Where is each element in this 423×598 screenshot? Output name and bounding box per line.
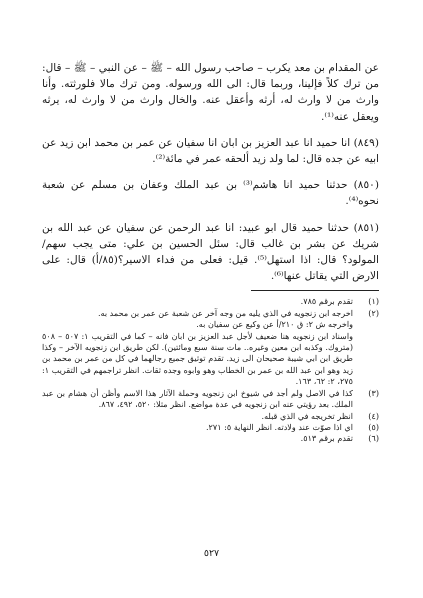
footnote-2-note: [42, 331, 379, 388]
footnote-number: (٢): [368, 307, 379, 318]
footnote-divider: [251, 290, 379, 291]
footnote-number: (١): [368, 296, 379, 307]
main-text: [42, 60, 379, 284]
footnote-1: [42, 296, 379, 307]
footnote-text: تقدم برقم ٥١٣.: [300, 433, 353, 444]
footnote-text: اخرجه ابن زنجويه في الذي يليه من وجه آخر عن شعبة عن عمر بن محمد به.: [97, 307, 353, 318]
footnote-number: (٦): [368, 433, 379, 444]
footnote-text: كذا في الاصل ولم أجد في شيوخ ابن زنجويه وحملة الآثار هذا الاسم وأظن أن هشام بن عبد الملك. بعد رؤيتي عنه ابن زنجويه في عدة مواضع. انظر مثلا: ٥٢٠، ٤٩٢، ٨٦٧.: [42, 387, 353, 410]
footnote-number: (٣): [368, 387, 379, 398]
page-number: ٥٢٧: [203, 548, 220, 559]
footnote-text: تقدم برقم ٧٨٥.: [300, 296, 353, 307]
footnote-5: [42, 422, 379, 433]
footnote-3: [42, 388, 379, 411]
footnote-number: (٥): [368, 421, 379, 432]
footnote-number: (٤): [368, 410, 379, 421]
paragraph-hadith-851: (٨٥١) حدثنا حميد قال ابو عبيد: انا عبد الرحمن عن سفيان عن عبد الله بن شريك عن بشر بن غالب قال: سئل الحسين بن علي: متى يجب سهم/ المولود؟ قال: اذا استهل⁽⁵⁾. قيل: فعلى من فداء الاسير؟(٨٥/أ) قال: على الارض التي يقاتل عنها⁽⁶⁾.: [42, 221, 379, 283]
footnote-text: واسناد ابن زنجويه هنا ضعيف لأجل عبد العزيز بن ابان فانه – كما في التقريب ١: ٥٠٧ – ٥٠٨ (متروك. وكذبه ابن معين وغيره.. مات سنة سبع ومائتين). لكن طريق ابن زنجويه الآخر – وكذا طريق ابن ابي شيبة صحيحان الى زيد. تقدم توثيق جميع رجالهما في كل من عمر بن محمد بن زيد وهو ابن عبد الله بن عمر بن الخطاب وهو وابوه وجده ثقات. انظر تراجمهم في التقريب ١: ٢٧٥، ٢: ٦٢، ١٦٣.: [42, 330, 353, 387]
footnote-2: [42, 308, 379, 319]
paragraph-hadith-850: (٨٥٠) حدثنا حميد انا هاشم⁽³⁾ بن عبد الملك وعفان بن مسلم عن شعبة نحوه⁽⁴⁾.: [42, 179, 379, 208]
footnote-text: انظر تخريجه في الذي قبله.: [261, 410, 353, 421]
footnote-text: واخرجه ش ٢: ق ٢١٠/أ عن وكيع عن سفيان به.: [196, 319, 353, 330]
footnote-4: [42, 411, 379, 422]
paragraph-intro: عن المقدام بن معد يكرب – صاحب رسول الله – ﷺ – عن النبي – ﷺ – قال: من ترك كلاً فإلينا، وربما قال: الى الله ورسوله. ومن ترك مالا فلورثته. وأنا وارث من لا وارث له، أرثه وأعقل عنه. والخال وارث من لا وارث له، يرثه ويعقل عنه⁽¹⁾.: [42, 62, 379, 123]
footnote-6: [42, 433, 379, 444]
paragraph-hadith-849: (٨٤٩) انا حميد انا عبد العزيز بن ابان انا سفيان عن عمر بن محمد ابن زيد عن ابيه عن جده قال: لما ولد زيد ألحقه عمر في مائة⁽²⁾.: [42, 136, 379, 166]
footnote-2-continued: [42, 319, 379, 330]
footnote-text: اي اذا صوّت عند ولادته. انظر النهاية ٥: ٢٧١.: [205, 421, 353, 432]
footnotes: [42, 296, 379, 444]
